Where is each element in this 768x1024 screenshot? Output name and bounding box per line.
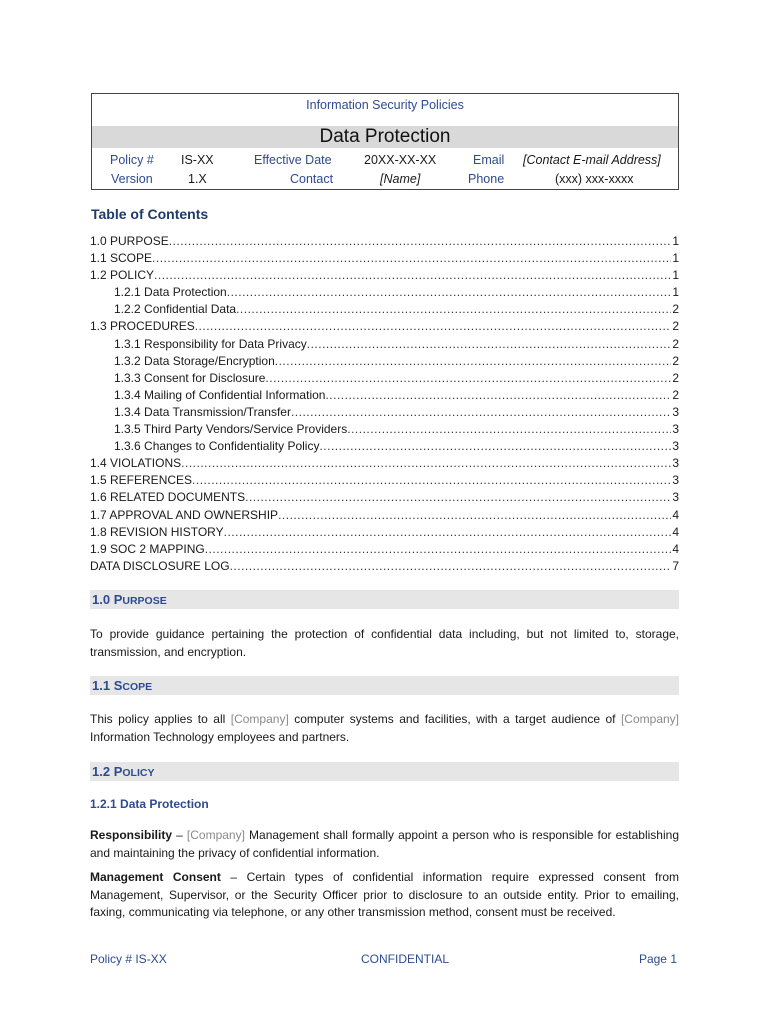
toc-entry-page: 2 <box>672 319 679 334</box>
scope-paragraph <box>90 711 679 746</box>
toc-entry-label: 1.3 PROCEDURES <box>90 319 195 334</box>
section-heading-policy <box>90 762 679 781</box>
email-label: Email <box>473 153 505 167</box>
toc-entry[interactable] <box>90 558 679 575</box>
toc-entry-page: 3 <box>672 473 679 488</box>
company-placeholder: [Company] <box>230 712 289 726</box>
consent-text: – Certain types of confidential information require expressed consent from Management, Supervisor, or the Security Officer prior to disclosure to an outside entity. Prior to emailing, faxing, communicating via telephone, or any other transmission method, consent must be received. <box>90 870 679 919</box>
section-number: 1.2 <box>92 764 111 779</box>
toc-entry[interactable] <box>90 472 679 489</box>
toc-dot-leader <box>319 438 671 455</box>
toc-entry-label: 1.3.1 Responsibility for Data Privacy <box>114 336 307 351</box>
toc-entry-page: 1 <box>672 251 679 266</box>
toc-entry-label: 1.2.2 Confidential Data <box>114 302 237 317</box>
toc-entry-page: 4 <box>672 541 679 556</box>
toc-entry-page: 1 <box>672 268 679 283</box>
toc-entry[interactable] <box>90 489 679 506</box>
company-placeholder: [Company] <box>620 712 679 726</box>
responsibility-label: Responsibility <box>90 828 173 842</box>
toc-dot-leader <box>169 233 672 250</box>
policy-number-value: IS-XX <box>181 153 214 167</box>
scope-text: computer systems and facilities, with a target audience of <box>288 712 621 726</box>
section-heading-scope <box>90 676 679 695</box>
toc-entry[interactable] <box>90 318 679 335</box>
phone-label: Phone <box>468 172 505 186</box>
section-rest: URPOSE <box>122 595 167 607</box>
toc-entry[interactable] <box>90 404 679 421</box>
responsibility-text: Management shall formally appoint a person who is responsible for establishing and maintaining the privacy of confidential information. <box>90 828 679 860</box>
version-value: 1.X <box>188 172 207 186</box>
consent-label: Management Consent <box>90 870 221 884</box>
toc-dot-leader <box>224 524 672 541</box>
toc-entry-page: 4 <box>672 524 679 539</box>
toc-entry[interactable] <box>90 387 679 404</box>
toc-entry-label: 1.3.4 Mailing of Confidential Information <box>114 387 326 402</box>
toc-dot-leader <box>181 455 671 472</box>
toc-dot-leader <box>154 267 671 284</box>
toc-entry-label: 1.9 SOC 2 MAPPING <box>90 541 205 556</box>
contact-label: Contact <box>290 172 334 186</box>
scope-text: This policy applies to all <box>90 712 231 726</box>
email-value: [Contact E-mail Address] <box>523 153 661 167</box>
toc-entry[interactable] <box>90 301 679 318</box>
section-initial: S <box>113 678 123 693</box>
toc-entry[interactable] <box>90 250 679 267</box>
toc-entry-page: 1 <box>672 285 679 300</box>
section-initial: P <box>113 592 123 607</box>
toc-dot-leader <box>347 421 671 438</box>
toc-entry[interactable] <box>90 524 679 541</box>
toc-entry[interactable] <box>90 507 679 524</box>
footer-confidential: CONFIDENTIAL <box>361 952 450 966</box>
section-initial: P <box>113 764 123 779</box>
toc-heading: Table of Contents <box>91 206 209 222</box>
toc-entry-page: 2 <box>672 387 679 402</box>
toc-entry[interactable] <box>90 455 679 472</box>
toc-entry-label: 1.8 REVISION HISTORY <box>90 524 224 539</box>
company-placeholder: [Company] <box>186 828 245 842</box>
toc-entry-page: 2 <box>672 336 679 351</box>
policy-series-title: Information Security Policies <box>306 98 464 112</box>
toc-dot-leader <box>205 541 672 558</box>
toc-entry[interactable] <box>90 233 679 250</box>
toc-dot-leader <box>192 472 671 489</box>
toc-entry-page: 2 <box>672 370 679 385</box>
toc-entry-label: 1.2.1 Data Protection <box>114 285 227 300</box>
purpose-paragraph: To provide guidance pertaining the protection of confidential data including, but not limited to, storage, transmission, and encryption. <box>90 627 679 659</box>
scope-text: Information Technology employees and partners. <box>90 729 350 744</box>
toc-entry-label: DATA DISCLOSURE LOG <box>90 558 230 573</box>
toc-entry-label: 1.3.2 Data Storage/Encryption <box>114 353 275 368</box>
toc-entry[interactable] <box>90 284 679 301</box>
phone-value: (xxx) xxx-xxxx <box>555 172 634 186</box>
table-of-contents <box>90 233 679 575</box>
document-title: Data Protection <box>92 126 678 148</box>
toc-entry-page: 3 <box>672 456 679 471</box>
toc-entry-page: 7 <box>672 558 679 573</box>
toc-entry-page: 3 <box>672 490 679 505</box>
responsibility-paragraph <box>90 827 679 862</box>
section-rest: COPE <box>122 681 153 693</box>
toc-dot-leader <box>275 353 672 370</box>
section-rest: OLICY <box>122 767 155 779</box>
policy-number-label: Policy # <box>110 153 154 167</box>
toc-entry-page: 1 <box>672 234 679 248</box>
toc-entry-label: 1.3.4 Data Transmission/Transfer <box>114 404 291 419</box>
toc-dot-leader <box>152 250 671 267</box>
toc-entry[interactable] <box>90 438 679 455</box>
toc-entry-label: 1.3.5 Third Party Vendors/Service Providers <box>114 422 348 437</box>
toc-entry[interactable] <box>90 541 679 558</box>
toc-dot-leader <box>325 387 671 404</box>
toc-entry-label: 1.0 PURPOSE <box>90 234 169 248</box>
toc-dot-leader <box>307 336 672 353</box>
consent-paragraph <box>90 869 679 922</box>
footer-page-number: Page 1 <box>638 952 677 966</box>
toc-dot-leader <box>236 301 671 318</box>
toc-entry[interactable] <box>90 353 679 370</box>
toc-entry[interactable] <box>90 370 679 387</box>
toc-entry-page: 3 <box>672 404 679 419</box>
section-number: 1.0 <box>92 592 111 607</box>
toc-entry-page: 3 <box>672 439 679 454</box>
section-number: 1.1 <box>92 678 111 693</box>
toc-dot-leader <box>278 507 671 524</box>
policy-header-table <box>91 93 679 190</box>
toc-entry-label: 1.6 RELATED DOCUMENTS <box>90 490 246 505</box>
dash: – <box>172 828 187 842</box>
section-heading-purpose <box>90 590 679 609</box>
toc-dot-leader <box>245 489 671 506</box>
toc-entry-label: 1.2 POLICY <box>90 268 155 283</box>
toc-entry[interactable] <box>90 267 679 284</box>
toc-entry-page: 4 <box>672 507 679 522</box>
toc-entry[interactable] <box>90 421 679 438</box>
toc-dot-leader <box>291 404 671 421</box>
effective-date-value: 20XX-XX-XX <box>364 153 437 167</box>
toc-dot-leader <box>227 284 672 301</box>
toc-dot-leader <box>195 318 672 335</box>
toc-dot-leader <box>265 370 671 387</box>
toc-entry-label: 1.3.3 Consent for Disclosure <box>114 370 266 385</box>
toc-entry-page: 2 <box>672 353 679 368</box>
toc-entry-label: 1.3.6 Changes to Confidentiality Policy <box>114 439 320 454</box>
toc-entry-page: 2 <box>672 302 679 317</box>
toc-dot-leader <box>230 558 672 575</box>
version-label: Version <box>111 172 153 186</box>
toc-entry[interactable] <box>90 336 679 353</box>
toc-entry-page: 3 <box>672 422 679 437</box>
contact-value: [Name] <box>380 172 421 186</box>
toc-entry-label: 1.5 REFERENCES <box>90 473 193 488</box>
subsection-heading-data-protection: 1.2.1 Data Protection <box>90 797 209 811</box>
toc-entry-label: 1.7 APPROVAL AND OWNERSHIP <box>90 507 279 522</box>
effective-date-label: Effective Date <box>254 153 332 167</box>
toc-entry-label: 1.1 SCOPE <box>90 251 153 266</box>
toc-entry-label: 1.4 VIOLATIONS <box>90 456 182 471</box>
footer-policy-number: Policy # IS-XX <box>90 952 167 966</box>
